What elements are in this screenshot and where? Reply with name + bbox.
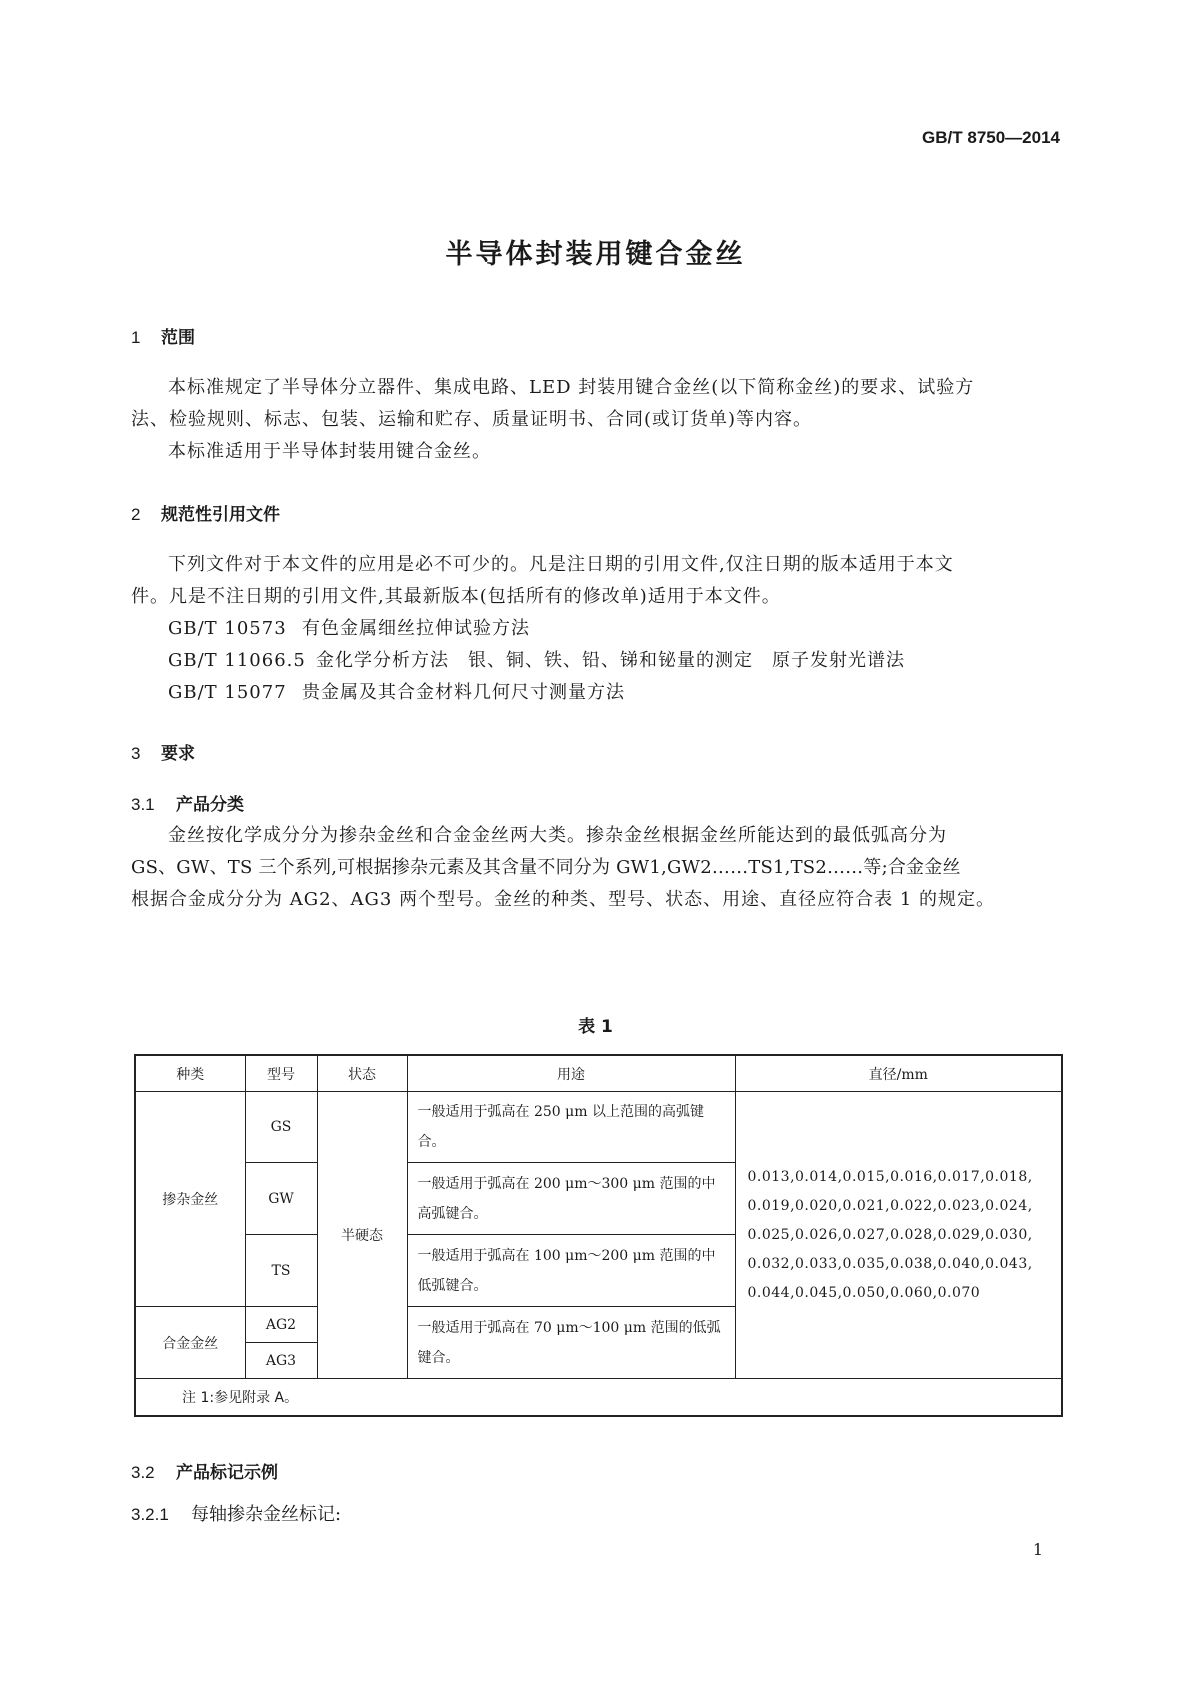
usage-cell: 一般适用于弧高在 70 μm～100 μm 范围的低弧键合。 bbox=[407, 1307, 735, 1379]
scope-paragraph-line-2: 法、检验规则、标志、包装、运输和贮存、质量证明书、合同(或订货单)等内容。 bbox=[131, 409, 813, 430]
header-state: 状态 bbox=[317, 1055, 407, 1092]
classification-line-3: 根据合金成分分为 AG2、AG3 两个型号。金丝的种类、型号、状态、用途、直径应符合表 1 的规定。 bbox=[131, 889, 995, 910]
reference-title: 金化学分析方法 银、铜、铁、铅、锑和铋量的测定 原子发射光谱法 bbox=[316, 650, 905, 671]
reference-title: 有色金属细丝拉伸试验方法 bbox=[302, 618, 530, 639]
section-3-2-heading bbox=[131, 1458, 278, 1483]
table-header-row bbox=[135, 1055, 1062, 1092]
table-row bbox=[135, 1092, 1062, 1163]
header-category: 种类 bbox=[135, 1055, 245, 1092]
category-alloy: 合金金丝 bbox=[135, 1307, 245, 1379]
diameter-line: 0.044,0.045,0.050,0.060,0.070 bbox=[747, 1284, 981, 1301]
section-number: 3.2.1 bbox=[131, 1505, 169, 1524]
section-title: 产品标记示例 bbox=[176, 1463, 278, 1483]
section-number: 3.1 bbox=[131, 795, 155, 814]
model-cell: AG2 bbox=[245, 1307, 317, 1343]
reference-title: 贵金属及其合金材料几何尺寸测量方法 bbox=[302, 682, 625, 703]
table-caption: 表 1 bbox=[578, 1017, 613, 1037]
page-number: 1 bbox=[1032, 1540, 1043, 1559]
usage-cell: 一般适用于弧高在 200 μm～300 μm 范围的中高弧键合。 bbox=[407, 1163, 735, 1235]
section-title: 规范性引用文件 bbox=[161, 505, 280, 525]
section-title: 范围 bbox=[161, 328, 195, 348]
diameter-line: 0.013,0.014,0.015,0.016,0.017,0.018, bbox=[747, 1168, 1033, 1185]
usage-cell: 一般适用于弧高在 100 μm～200 μm 范围的中低弧键合。 bbox=[407, 1235, 735, 1307]
section-1-heading bbox=[131, 323, 195, 348]
model-cell: TS bbox=[245, 1235, 317, 1307]
section-title: 每轴掺杂金丝标记: bbox=[191, 1504, 342, 1525]
section-title: 要求 bbox=[161, 744, 195, 764]
model-cell: AG3 bbox=[245, 1343, 317, 1379]
section-3-heading bbox=[131, 739, 195, 764]
header-usage: 用途 bbox=[407, 1055, 735, 1092]
diameter-line: 0.025,0.026,0.027,0.028,0.029,0.030, bbox=[747, 1226, 1033, 1243]
diameter-line: 0.019,0.020,0.021,0.022,0.023,0.024, bbox=[747, 1197, 1033, 1214]
diameter-cell bbox=[735, 1092, 1062, 1379]
classification-line-2: GS、GW、TS 三个系列,可根据掺杂元素及其含量不同分为 GW1,GW2……TS1,TS2……等;合金金丝 bbox=[131, 857, 961, 878]
table-note: 注 1:参见附录 A。 bbox=[135, 1379, 1062, 1417]
section-title: 产品分类 bbox=[176, 795, 244, 815]
classification-line-1: 金丝按化学成分分为掺杂金丝和合金金丝两大类。掺杂金丝根据金丝所能达到的最低弧高分为 bbox=[168, 825, 947, 846]
diameter-line: 0.032,0.033,0.035,0.038,0.040,0.043, bbox=[747, 1255, 1033, 1272]
table-note-row bbox=[135, 1379, 1062, 1417]
section-number: 2 bbox=[131, 505, 141, 524]
table-1 bbox=[134, 1054, 1063, 1417]
header-model: 型号 bbox=[245, 1055, 317, 1092]
usage-cell: 一般适用于弧高在 250 μm 以上范围的高弧键合。 bbox=[407, 1092, 735, 1163]
scope-paragraph-line-1: 本标准规定了半导体分立器件、集成电路、LED 封装用键合金丝(以下简称金丝)的要求、试验方 bbox=[168, 377, 975, 398]
references-intro-line-1: 下列文件对于本文件的应用是必不可少的。凡是注日期的引用文件,仅注日期的版本适用于本文 bbox=[168, 554, 954, 575]
header-diameter: 直径/mm bbox=[735, 1055, 1062, 1092]
references-intro-line-2: 件。凡是不注日期的引用文件,其最新版本(包括所有的修改单)适用于本文件。 bbox=[131, 586, 781, 607]
section-number: 1 bbox=[131, 328, 141, 347]
document-title: 半导体封装用键合金丝 bbox=[445, 239, 746, 270]
reference-item bbox=[168, 677, 625, 709]
section-3-1-heading bbox=[131, 790, 244, 815]
section-3-2-1-heading bbox=[131, 1500, 341, 1526]
section-number: 3.2 bbox=[131, 1463, 155, 1482]
model-cell: GW bbox=[245, 1163, 317, 1235]
reference-code: GB/T 15077 bbox=[168, 682, 287, 703]
model-cell: GS bbox=[245, 1092, 317, 1163]
reference-item bbox=[168, 613, 530, 645]
category-doped: 掺杂金丝 bbox=[135, 1092, 245, 1307]
reference-item bbox=[168, 645, 905, 677]
reference-code: GB/T 10573 bbox=[168, 618, 287, 639]
section-2-heading bbox=[131, 500, 280, 525]
scope-applicability: 本标准适用于半导体封装用键合金丝。 bbox=[168, 441, 491, 462]
standard-number: GB/T 8750—2014 bbox=[922, 128, 1060, 147]
state-cell: 半硬态 bbox=[317, 1092, 407, 1379]
section-number: 3 bbox=[131, 744, 141, 763]
reference-code: GB/T 11066.5 bbox=[168, 650, 306, 671]
